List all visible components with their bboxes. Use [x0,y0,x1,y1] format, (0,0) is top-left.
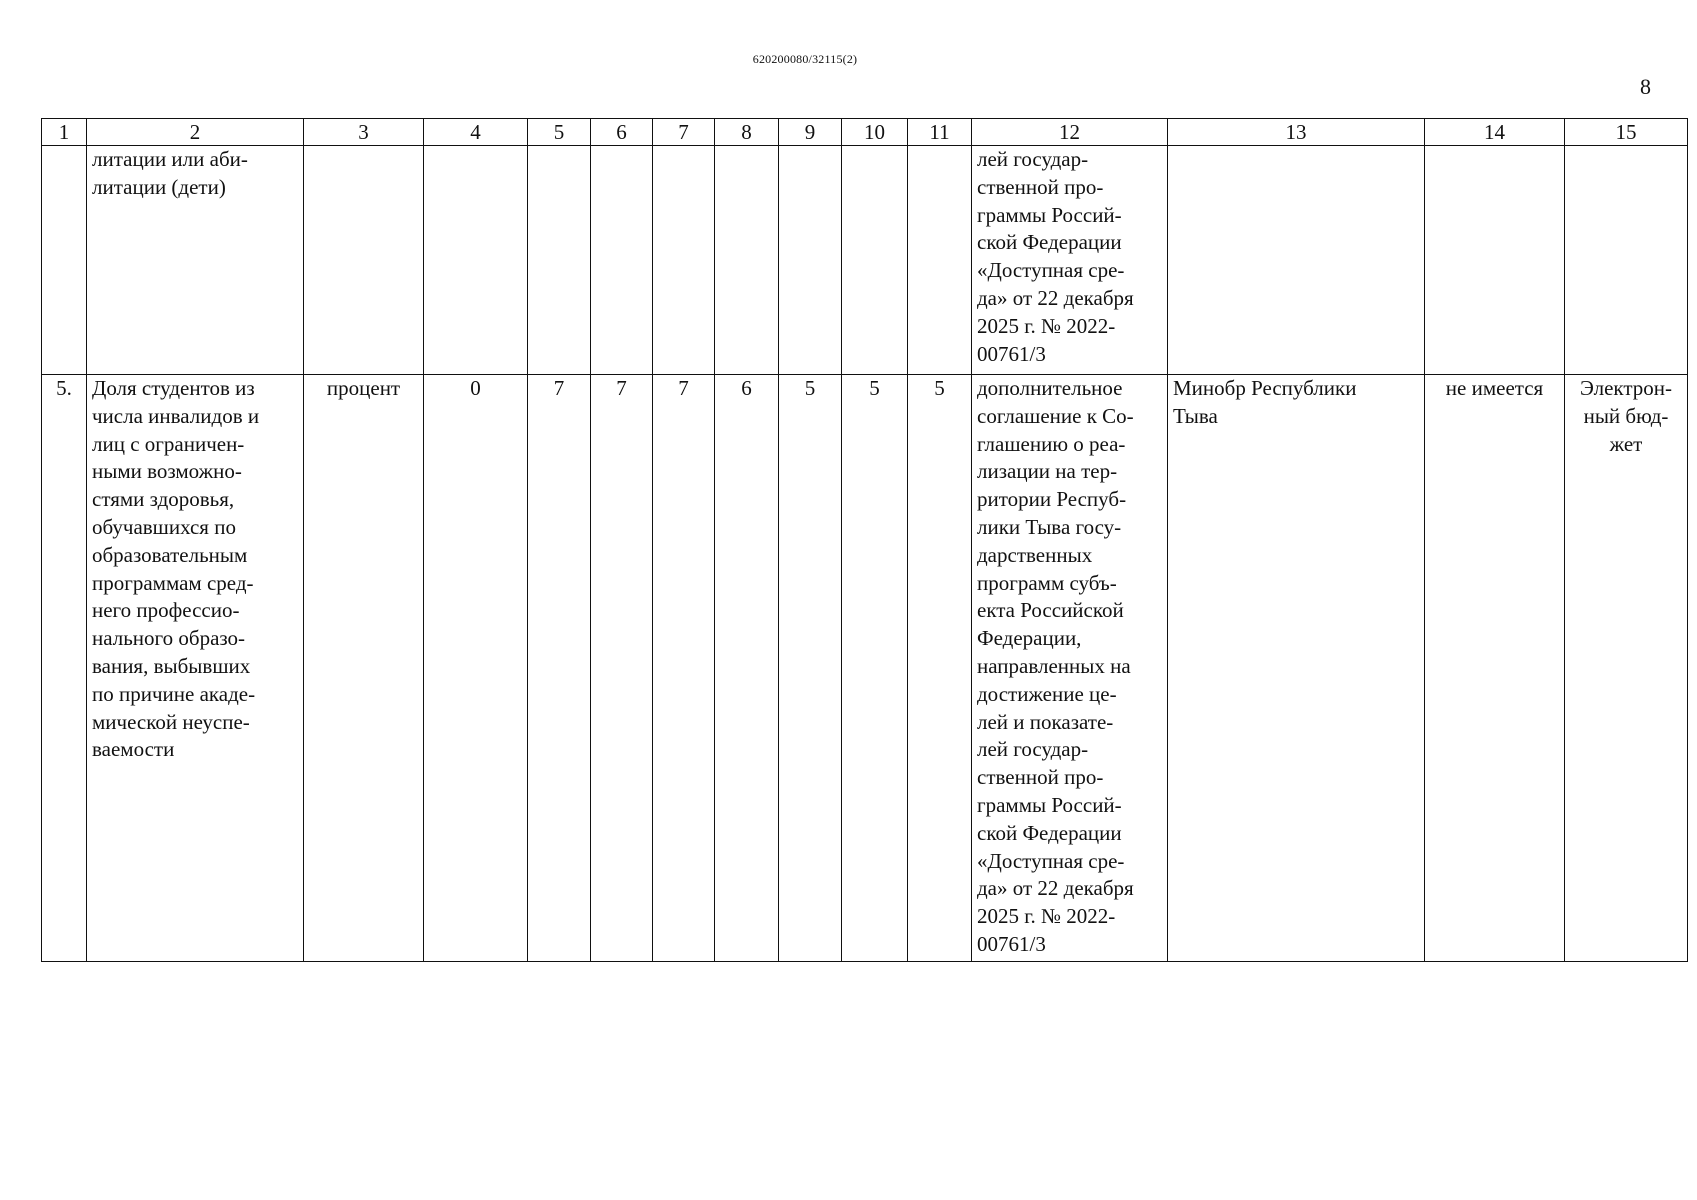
cell-text-line: Тыва [1173,403,1218,428]
cell-text-line: лей государ- [977,737,1089,762]
cell-text-line: лиц с ограничен- [92,431,245,456]
cell-text-line: ритории Респуб- [977,487,1127,512]
cell-text-line: 2025 г. № 2022- [977,313,1116,338]
document-code: 620200080/32115(2) [752,52,858,66]
header-cell: 4 [424,119,528,146]
value-cell: 5 [842,375,908,962]
value-cell: 7 [591,375,653,962]
unit-cell [304,146,424,375]
cell-text-line: ваемости [92,737,175,762]
cell-text-line: программ субъ- [977,570,1117,595]
value-cell: 7 [653,375,715,962]
cell-text-line: граммы Россий- [977,202,1122,227]
cell-text-line: «Доступная сре- [977,848,1125,873]
header-cell: 7 [653,119,715,146]
info-system-cell [1565,146,1688,375]
row-number-cell [42,146,87,375]
cell-text-line: Минобр Республики [1173,376,1357,400]
cell-text-line: образовательным [92,542,248,567]
cell-text-line: литации (дети) [92,174,226,199]
cell-text-line: да» от 22 декабря [977,876,1134,901]
cell-text-line: вания, выбывших [92,653,251,678]
cell-text-line: Доля студентов из [92,376,255,400]
cell-text-line: да» от 22 декабря [977,285,1134,310]
value-cell: 0 [424,375,528,962]
cell-text-line: ственной про- [977,765,1104,790]
cell-text-line: лей государ- [977,147,1089,171]
header-row [42,119,1688,146]
header-cell: 3 [304,119,424,146]
document-cell [972,375,1168,962]
page-number: 8 [1640,74,1651,99]
cell-text-line: него профессио- [92,598,240,623]
header-cell: 10 [842,119,908,146]
link-cell [1425,146,1565,375]
cell-text-line: стями здоровья, [92,487,235,512]
cell-text-line: нального образо- [92,626,246,651]
value-cell [779,146,842,375]
table-row [42,146,1688,375]
value-cell [591,146,653,375]
unit-cell: процент [304,375,424,962]
indicator-name-cell [87,375,304,962]
value-cell [528,146,591,375]
cell-text-line: обучавшихся по [92,514,236,539]
cell-text-line: лизации на тер- [977,459,1118,484]
value-cell [908,146,972,375]
cell-text-line: ственной про- [977,174,1104,199]
info-system-cell [1565,375,1688,962]
value-cell [715,146,779,375]
header-cell: 6 [591,119,653,146]
cell-text-line: лей и показате- [977,709,1114,734]
header-cell: 11 [908,119,972,146]
cell-text-line: соглашение к Со- [977,403,1134,428]
cell-text-line: екта Российской [977,598,1124,623]
value-cell [424,146,528,375]
cell-text-line: ской Федерации [977,230,1122,255]
cell-text-line: числа инвалидов и [92,403,260,428]
cell-text-line: 2025 г. № 2022- [977,904,1116,929]
cell-text-line: литации или аби- [92,147,248,171]
cell-text-line: программам сред- [92,570,254,595]
header-cell: 2 [87,119,304,146]
header-cell: 15 [1565,119,1688,146]
header-cell: 13 [1168,119,1425,146]
header-cell: 9 [779,119,842,146]
cell-text-line: лики Тыва госу- [977,514,1122,539]
cell-text-line: граммы Россий- [977,792,1122,817]
value-cell: 7 [528,375,591,962]
header-cell: 12 [972,119,1168,146]
header-cell: 1 [42,119,87,146]
cell-text-line: 00761/3 [977,931,1046,956]
value-cell: 6 [715,375,779,962]
table-row [42,375,1688,962]
cell-text-line: глашению о реа- [977,431,1126,456]
responsible-cell [1168,375,1425,962]
cell-text-line: ской Федерации [977,820,1122,845]
cell-text-line: жет [1609,431,1643,456]
cell-text-line: Федерации, [977,626,1082,651]
cell-text-line: мической неуспе- [92,709,250,734]
value-cell [653,146,715,375]
value-cell: 5 [779,375,842,962]
cell-text-line: достижение це- [977,681,1117,706]
header-cell: 14 [1425,119,1565,146]
cell-text-line: ными возможно- [92,459,242,484]
cell-text-line: дополнительное [977,376,1123,400]
cell-text-line: дарственных [977,542,1093,567]
cell-text-line: «Доступная сре- [977,258,1125,283]
indicators-table [41,118,1688,962]
row-number-cell: 5. [42,375,87,962]
cell-text-line: Электрон- [1580,376,1672,400]
cell-text-line: по причине акаде- [92,681,256,706]
value-cell: 5 [908,375,972,962]
cell-text-line: ный бюд- [1583,403,1669,428]
cell-text-line: направленных на [977,653,1131,678]
link-cell: не имеется [1425,375,1565,962]
document-cell [972,146,1168,375]
indicator-name-cell [87,146,304,375]
value-cell [842,146,908,375]
cell-text-line: 00761/3 [977,341,1046,366]
header-cell: 8 [715,119,779,146]
header-cell: 5 [528,119,591,146]
responsible-cell [1168,146,1425,375]
